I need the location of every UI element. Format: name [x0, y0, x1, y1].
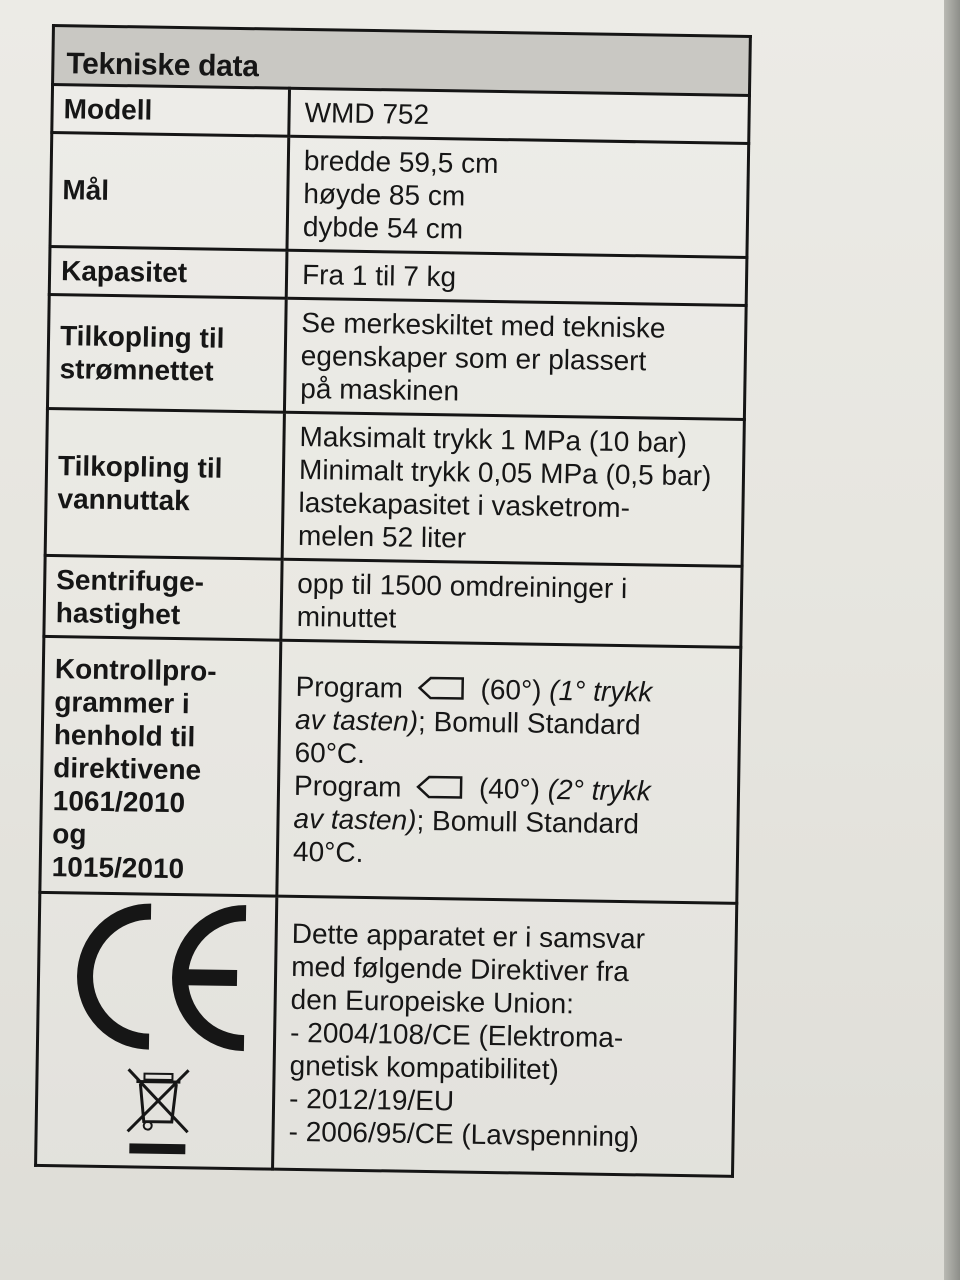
- label-line: 1061/2010: [52, 785, 186, 819]
- label-line: direktivene: [53, 752, 202, 786]
- technical-data-table: [34, 24, 752, 1178]
- row-power-connection: [47, 294, 746, 419]
- row-label: [40, 636, 281, 896]
- value-line: - 2004/108/CE (Elektroma-: [289, 1016, 624, 1053]
- label-line: og: [52, 818, 87, 850]
- value-line: Minimalt trykk 0,05 MPa (0,5 bar): [298, 453, 712, 492]
- cotton-program-icon: [417, 674, 467, 701]
- value-line: WMD 752: [304, 96, 430, 130]
- label-line: vannuttak: [57, 483, 191, 517]
- label-line: Mål: [62, 174, 110, 206]
- value-line: dybde 54 cm: [302, 210, 464, 245]
- row-dimensions: [50, 133, 749, 258]
- value-line: - 2012/19/EU: [288, 1082, 455, 1116]
- program-tail: 40°C.: [292, 835, 364, 868]
- value-line: gnetisk kompatibilitet): [289, 1049, 560, 1085]
- value-line: bredde 59,5 cm: [303, 144, 499, 180]
- ce-mark-icon: [64, 900, 256, 1053]
- value-line: med følgende Direktiver fra: [290, 950, 630, 987]
- crossed-out-bin-icon: [117, 1059, 199, 1160]
- label-line: grammer i: [54, 686, 190, 720]
- label-line: Sentrifuge-: [56, 564, 205, 598]
- label-line: Tilkopling til: [57, 450, 223, 484]
- label-line: hastighet: [55, 597, 181, 631]
- program-prefix: Program: [295, 670, 404, 704]
- symbols-cell: [36, 892, 277, 1169]
- value-line: høyde 85 cm: [303, 177, 466, 212]
- table-title-row: [53, 26, 751, 96]
- row-label: [44, 555, 282, 640]
- program-press-cont: av tasten): [294, 703, 419, 737]
- cotton-program-icon: [415, 773, 465, 800]
- label-line: Kapasitet: [60, 255, 188, 289]
- row-label: [47, 294, 286, 412]
- spec-table-wrapper: [34, 24, 792, 1178]
- program-rest: ; Bomull Standard: [417, 705, 641, 740]
- value-line: den Europeiske Union:: [290, 983, 575, 1019]
- row-label: [50, 133, 289, 251]
- label-line: Tilkopling til: [59, 319, 225, 354]
- value-line: - 2006/95/CE (Lavspenning): [288, 1115, 640, 1152]
- value-line: Fra 1 til 7 kg: [301, 258, 457, 293]
- value-line: minuttet: [296, 600, 397, 634]
- value-line: Dette apparatet er i samsvar: [291, 917, 646, 954]
- row-label: [52, 85, 290, 137]
- row-value: [277, 640, 741, 903]
- row-spin-speed: [44, 555, 742, 647]
- program-temp: (40°): [478, 772, 541, 805]
- label-line: strømnettet: [59, 352, 214, 387]
- value-line: lastekapasitet i vasketrom-: [298, 486, 631, 524]
- value-line: egenskaper som er plassert: [300, 339, 647, 377]
- paper-edge-shadow: [944, 0, 960, 1280]
- value-line: Maksimalt trykk 1 MPa (10 bar): [299, 420, 688, 459]
- row-value: [282, 412, 744, 566]
- value-line: melen 52 liter: [297, 519, 467, 554]
- table-title: Tekniske data: [53, 26, 751, 96]
- row-control-programs: [40, 636, 741, 903]
- program-prefix: Program: [293, 769, 402, 803]
- row-value: [284, 298, 746, 419]
- program-rest: ; Bomull Standard: [416, 804, 640, 839]
- row-label: [49, 246, 287, 298]
- program-press-cont: av tasten): [293, 802, 417, 836]
- row-compliance: [36, 892, 737, 1176]
- program-entry: [293, 768, 732, 874]
- value-line: Se merkeskiltet med tekniske: [301, 306, 666, 344]
- program-press: (2° trykk: [547, 773, 651, 806]
- program-temp: (60°): [480, 673, 542, 706]
- label-line: Modell: [63, 93, 153, 126]
- row-value: [281, 559, 742, 647]
- label-line: henhold til: [53, 719, 196, 753]
- value-line: opp til 1500 omdreininger i: [296, 567, 628, 605]
- value-line: på maskinen: [300, 372, 460, 407]
- row-label: [45, 408, 284, 559]
- row-water-connection: [45, 408, 744, 566]
- row-value: [273, 896, 737, 1176]
- program-tail: 60°C.: [294, 736, 366, 769]
- row-value: [289, 88, 750, 143]
- label-line: 1015/2010: [51, 851, 185, 885]
- label-line: Kontrollpro-: [54, 653, 217, 687]
- program-press: (1° trykk: [549, 674, 653, 708]
- row-value: [286, 250, 747, 305]
- program-entry: [294, 669, 733, 775]
- row-value: [287, 136, 749, 257]
